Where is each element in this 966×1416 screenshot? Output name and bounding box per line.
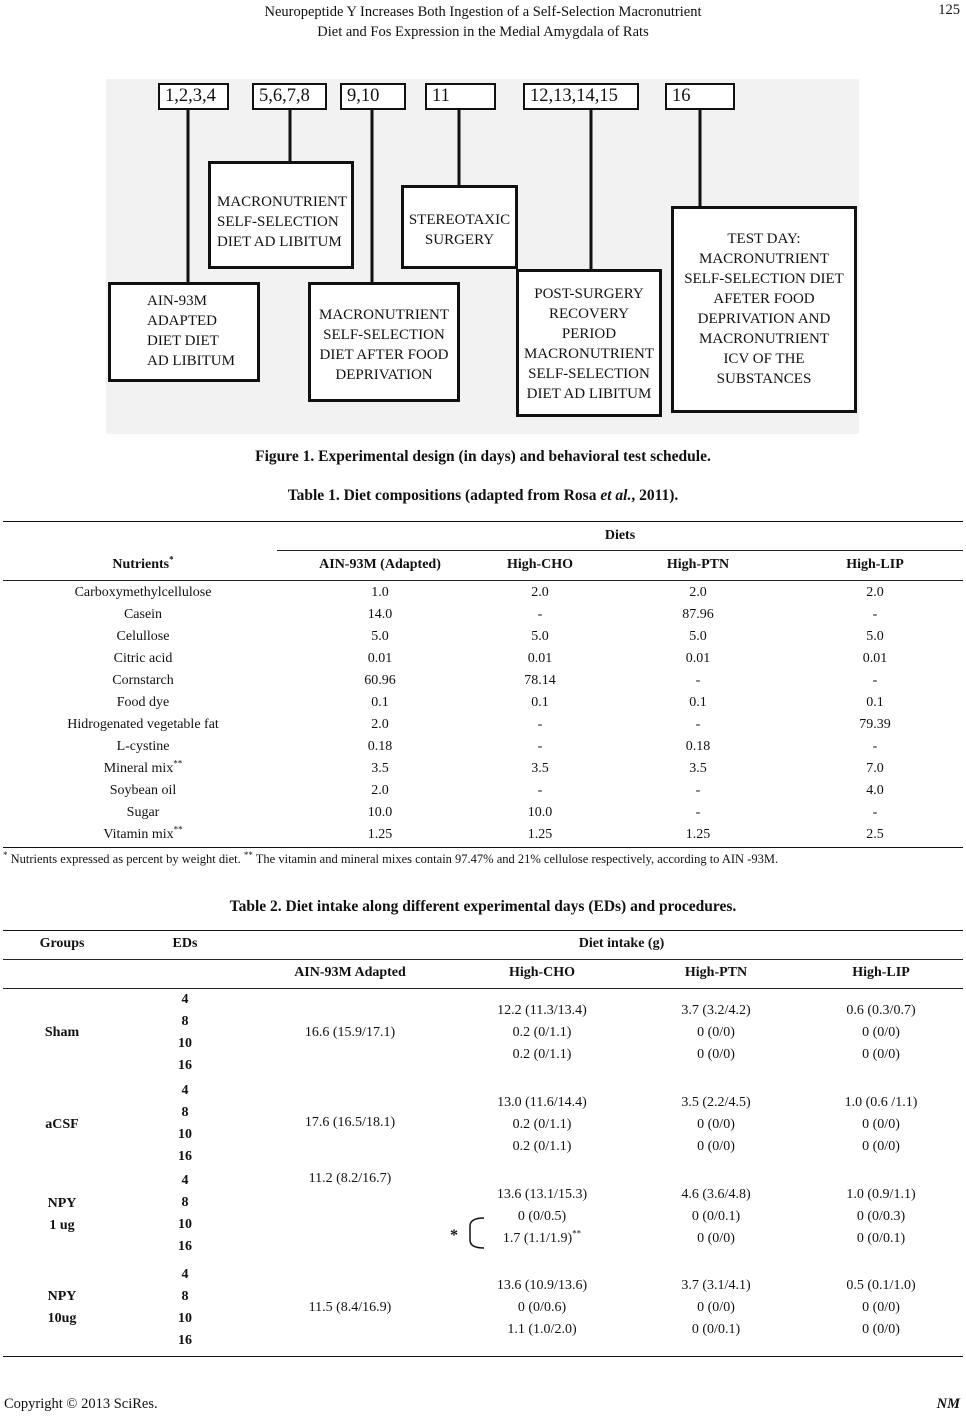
table1-row-value: 0.18 bbox=[367, 739, 393, 754]
table1-header-rule bbox=[3, 580, 963, 581]
table2-ed-day: 10 bbox=[178, 1311, 192, 1326]
table2-ed-day: 16 bbox=[178, 1333, 192, 1348]
table2-cho-intake: 13.6 (13.1/15.3) bbox=[496, 1187, 588, 1202]
stage-box-test-day: TEST DAY: MACRONUTRIENT SELF-SELECTION DIET AFETER FOOD DEPRIVATION AND MACRONUTRIENT ICV OF THE SUBSTANCES bbox=[671, 206, 857, 413]
table1-row-nutrient: Mineral mix** bbox=[103, 758, 183, 776]
table2-subheader-cho: High-CHO bbox=[508, 965, 576, 980]
table1-row-value: 5.0 bbox=[689, 629, 707, 644]
table2-ptn-intake: 0 (0/0) bbox=[697, 1047, 735, 1062]
table2-ed-day: 8 bbox=[181, 1289, 189, 1304]
table1-row-value: - bbox=[537, 739, 543, 754]
table1-row-value: 2.0 bbox=[371, 717, 389, 732]
table2-cho-intake: 0 (0/0.5) bbox=[517, 1209, 567, 1224]
table2-ed-day: 4 bbox=[181, 1083, 189, 1098]
table2-cho-intake: 13.6 (10.9/13.6) bbox=[496, 1278, 588, 1293]
table2-lip-intake: 0 (0/0) bbox=[862, 1117, 900, 1132]
table1-row-value: 0.01 bbox=[685, 651, 711, 666]
header-title-line1: Neuropeptide Y Increases Both Ingestion of a Self-Selection Macronutrient bbox=[264, 4, 702, 20]
table1-row-value: 5.0 bbox=[371, 629, 389, 644]
table1-row-value: 0.01 bbox=[527, 651, 553, 666]
table2-ptn-intake: 0 (0/0) bbox=[697, 1300, 735, 1315]
table2-cho-intake: 1.7 (1.1/1.9)** bbox=[502, 1228, 582, 1246]
table2-lip-intake: 0 (0/0.3) bbox=[856, 1209, 906, 1224]
table2-cho-intake: 13.0 (11.6/14.4) bbox=[497, 1095, 587, 1110]
table2-group-name: NPY 1 ug bbox=[47, 1196, 77, 1233]
table2-subheader-lip: High-LIP bbox=[852, 965, 910, 980]
day-label-9-10: 9,10 bbox=[340, 83, 406, 110]
table2-subheader-top-rule bbox=[3, 959, 963, 960]
table1-header-cho: High-CHO bbox=[506, 557, 574, 572]
table2-cho-intake: 12.2 (11.3/13.4) bbox=[497, 1003, 587, 1018]
table1-row-value: 1.25 bbox=[527, 827, 553, 842]
table1-row-value: 5.0 bbox=[531, 629, 549, 644]
table2-ed-day: 4 bbox=[181, 1267, 189, 1282]
table2-ptn-intake: 3.7 (3.1/4.1) bbox=[681, 1278, 751, 1293]
table1-footnote: * Nutrients expressed as percent by weight diet. ** The vitamin and mineral mixes contain 97.47% and 21% cellulose respectively, according to AIN -93M. bbox=[3, 849, 779, 866]
table2-ptn-intake: 3.7 (3.2/4.2) bbox=[681, 1003, 751, 1018]
running-header bbox=[0, 2, 966, 42]
stage-box-self-selection-after-deprivation: MACRONUTRIENT SELF-SELECTION DIET AFTER FOOD DEPRIVATION bbox=[308, 282, 460, 402]
table2-ed-day: 10 bbox=[178, 1217, 192, 1232]
table1-row-value: 2.0 bbox=[371, 783, 389, 798]
table2-ed-day: 8 bbox=[181, 1014, 189, 1029]
table1-row-value: 2.0 bbox=[689, 585, 707, 600]
table1-row-value: 1.25 bbox=[685, 827, 711, 842]
table1-top-rule bbox=[3, 521, 963, 522]
table2-ed-day: 16 bbox=[178, 1149, 192, 1164]
table1-row-value: - bbox=[537, 607, 543, 622]
table1-row-value: 3.5 bbox=[689, 761, 707, 776]
table1-row-value: 4.0 bbox=[866, 783, 884, 798]
table2-ain-intake: 16.6 (15.9/17.1) bbox=[304, 1025, 396, 1040]
table1-row-value: 0.1 bbox=[531, 695, 549, 710]
table2-cho-intake: 0.2 (0/1.1) bbox=[512, 1025, 572, 1040]
table2-ed-day: 4 bbox=[181, 992, 189, 1007]
table1-row-value: 0.01 bbox=[367, 651, 393, 666]
table1-header-lip: High-LIP bbox=[846, 557, 904, 572]
page-number: 125 bbox=[938, 2, 960, 18]
table1-row-nutrient: Hidrogenated vegetable fat bbox=[67, 717, 219, 732]
table2-ptn-intake: 0 (0/0.1) bbox=[691, 1209, 741, 1224]
table1-row-value: 2.0 bbox=[531, 585, 549, 600]
table2-caption: Table 2. Diet intake along different experimental days (EDs) and procedures. bbox=[229, 898, 737, 915]
table1-header-ain: AIN-93M (Adapted) bbox=[319, 557, 441, 572]
table1-row-value: - bbox=[695, 673, 701, 688]
table1-row-nutrient: Sugar bbox=[126, 805, 160, 820]
table1-row-value: 3.5 bbox=[371, 761, 389, 776]
table1-group-rule bbox=[277, 550, 963, 551]
table1-row-value: - bbox=[695, 805, 701, 820]
table1-row-value: 78.14 bbox=[524, 673, 556, 688]
table1-row-value: 3.5 bbox=[531, 761, 549, 776]
table1-row-value: - bbox=[695, 717, 701, 732]
table1-row-value: 14.0 bbox=[367, 607, 393, 622]
table2-top-rule bbox=[3, 930, 963, 931]
table1-row-value: 0.1 bbox=[689, 695, 707, 710]
table1-row-value: 79.39 bbox=[859, 717, 891, 732]
header-title-line2: Diet and Fos Expression in the Medial Amygdala of Rats bbox=[317, 24, 649, 40]
table2-ed-day: 8 bbox=[181, 1195, 189, 1210]
table1-row-nutrient: Soybean oil bbox=[109, 783, 177, 798]
table2-header-eds: EDs bbox=[172, 936, 198, 951]
table2-lip-intake: 0 (0/0) bbox=[862, 1047, 900, 1062]
day-label-1-4: 1,2,3,4 bbox=[158, 83, 229, 110]
table2-lip-intake: 0.5 (0.1/1.0) bbox=[846, 1278, 916, 1293]
table1-row-value: - bbox=[872, 607, 878, 622]
table1-row-value: 1.0 bbox=[371, 585, 389, 600]
experimental-design-figure bbox=[106, 79, 859, 434]
table2-ptn-intake: 3.5 (2.2/4.5) bbox=[681, 1095, 751, 1110]
stage-box-ain93m-adapted: AIN-93M ADAPTED DIET DIET AD LIBITUM bbox=[108, 282, 260, 382]
table2-ed-day: 10 bbox=[178, 1127, 192, 1142]
table1-row-value: - bbox=[872, 739, 878, 754]
table2-lip-intake: 1.0 (0.9/1.1) bbox=[846, 1187, 916, 1202]
table2-cho-intake: 0.2 (0/1.1) bbox=[512, 1047, 572, 1062]
table1-row-nutrient: Cornstarch bbox=[112, 673, 174, 688]
table1-caption: Table 1. Diet compositions (adapted from Rosa et al., 2011). bbox=[287, 487, 679, 504]
table2-ain-intake: 11.2 (8.2/16.7) bbox=[308, 1171, 392, 1186]
copyright: Copyright © 2013 SciRes. bbox=[4, 1396, 158, 1412]
table2-group-name: Sham bbox=[44, 1025, 80, 1040]
table1-row-value: 1.25 bbox=[367, 827, 393, 842]
table1-header-ptn: High-PTN bbox=[666, 557, 730, 572]
table1-row-value: 0.1 bbox=[866, 695, 884, 710]
day-label-16: 16 bbox=[665, 83, 735, 110]
table1-row-value: 5.0 bbox=[866, 629, 884, 644]
figure-caption: Figure 1. Experimental design (in days) and behavioral test schedule. bbox=[255, 448, 711, 465]
table2-ptn-intake: 0 (0/0) bbox=[697, 1025, 735, 1040]
table1-row-nutrient: Food dye bbox=[116, 695, 170, 710]
table2-ptn-intake: 0 (0/0) bbox=[697, 1139, 735, 1154]
stage-box-self-selection-ad-libitum: MACRONUTRIENT SELF-SELECTION DIET AD LIBITUM bbox=[208, 161, 354, 269]
table2-cho-intake: 0 (0/0.6) bbox=[517, 1300, 567, 1315]
table2-ptn-intake: 0 (0/0) bbox=[697, 1231, 735, 1246]
table1-row-nutrient: L-cystine bbox=[116, 739, 170, 754]
table1-row-value: 2.5 bbox=[866, 827, 884, 842]
table1-row-value: 2.0 bbox=[866, 585, 884, 600]
table1-header-nutrients: Nutrients* bbox=[112, 554, 174, 572]
table2-ed-day: 16 bbox=[178, 1239, 192, 1254]
table2-ed-day: 8 bbox=[181, 1105, 189, 1120]
table2-ed-day: 16 bbox=[178, 1058, 192, 1073]
table1-row-value: 7.0 bbox=[866, 761, 884, 776]
table1-row-nutrient: Celullose bbox=[116, 629, 170, 644]
table2-bottom-rule bbox=[3, 1356, 963, 1357]
table2-lip-intake: 0 (0/0) bbox=[862, 1139, 900, 1154]
day-label-11: 11 bbox=[425, 83, 496, 110]
significance-asterisk: * bbox=[450, 1227, 458, 1244]
table2-ed-day: 4 bbox=[181, 1173, 189, 1188]
table1-row-nutrient: Vitamin mix** bbox=[103, 824, 183, 842]
table2-ptn-intake: 0 (0/0.1) bbox=[691, 1322, 741, 1337]
journal-abbrev: NM bbox=[936, 1396, 960, 1412]
table2-ain-intake: 11.5 (8.4/16.9) bbox=[308, 1300, 392, 1315]
table1-row-value: - bbox=[872, 805, 878, 820]
table2-lip-intake: 0.6 (0.3/0.7) bbox=[846, 1003, 916, 1018]
table1-group-header: Diets bbox=[604, 528, 636, 543]
table2-lip-intake: 0 (0/0) bbox=[862, 1025, 900, 1040]
day-label-5-8: 5,6,7,8 bbox=[252, 83, 327, 110]
stage-box-post-surgery-recovery: POST-SURGERY RECOVERY PERIOD MACRONUTRIENT SELF-SELECTION DIET AD LIBITUM bbox=[516, 269, 662, 417]
table1-row-value: 0.1 bbox=[371, 695, 389, 710]
table1-bottom-rule bbox=[3, 847, 963, 848]
table2-group-name: aCSF bbox=[45, 1117, 79, 1132]
table1-row-value: 87.96 bbox=[682, 607, 714, 622]
table1-row-value: - bbox=[695, 783, 701, 798]
day-label-12-15: 12,13,14,15 bbox=[523, 83, 639, 110]
table1-row-nutrient: Carboxymethylcellulose bbox=[74, 585, 212, 600]
table1-row-value: 10.0 bbox=[367, 805, 393, 820]
table2-lip-intake: 0 (0/0) bbox=[862, 1300, 900, 1315]
table1-row-value: - bbox=[537, 717, 543, 732]
table2-cho-intake: 0.2 (0/1.1) bbox=[512, 1139, 572, 1154]
table2-ed-day: 10 bbox=[178, 1036, 192, 1051]
table2-header-intake: Diet intake (g) bbox=[578, 936, 665, 951]
table1-row-value: - bbox=[537, 783, 543, 798]
table2-cho-intake: 1.1 (1.0/2.0) bbox=[507, 1322, 577, 1337]
table1-row-value: 0.18 bbox=[685, 739, 711, 754]
table2-cho-intake: 0.2 (0/1.1) bbox=[512, 1117, 572, 1132]
table2-lip-intake: 0 (0/0) bbox=[862, 1322, 900, 1337]
significance-bracket bbox=[466, 1216, 488, 1250]
table2-ain-intake: 17.6 (16.5/18.1) bbox=[304, 1115, 396, 1130]
table2-ptn-intake: 0 (0/0) bbox=[697, 1117, 735, 1132]
table1-row-value: 0.01 bbox=[862, 651, 888, 666]
table1-row-nutrient: Casein bbox=[123, 607, 163, 622]
table2-subheader-ain: AIN-93M Adapted bbox=[294, 965, 406, 980]
table2-group-name: NPY 10ug bbox=[47, 1289, 77, 1326]
table2-lip-intake: 1.0 (0.6 /1.1) bbox=[844, 1095, 918, 1110]
table1-row-value: - bbox=[872, 673, 878, 688]
table1-row-value: 60.96 bbox=[364, 673, 396, 688]
table2-ptn-intake: 4.6 (3.6/4.8) bbox=[681, 1187, 751, 1202]
table1-row-nutrient: Citric acid bbox=[113, 651, 173, 666]
table2-header-groups: Groups bbox=[39, 936, 85, 951]
stage-box-stereotaxic-surgery: STEREOTAXIC SURGERY bbox=[401, 185, 518, 269]
table2-subheader-ptn: High-PTN bbox=[684, 965, 748, 980]
table1-row-value: 10.0 bbox=[527, 805, 553, 820]
table2-lip-intake: 0 (0/0.1) bbox=[856, 1231, 906, 1246]
